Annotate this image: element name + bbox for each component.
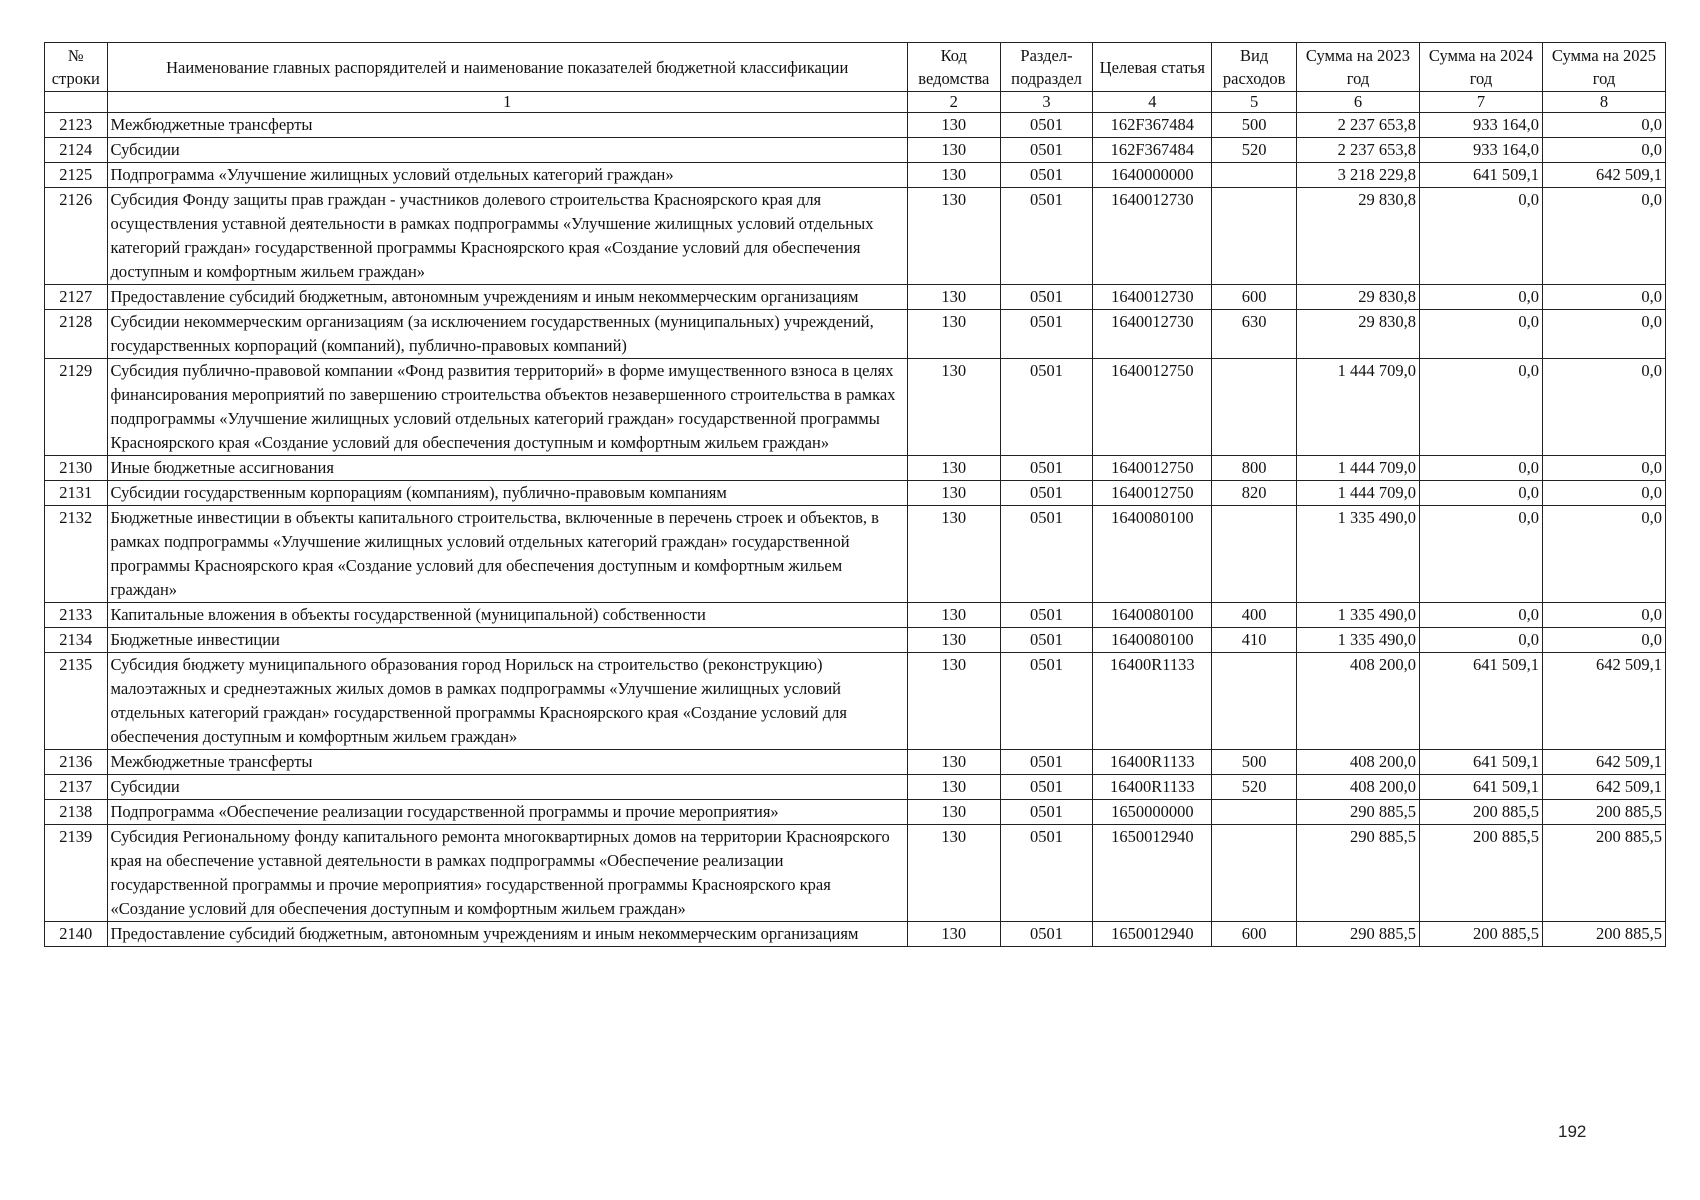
sum-2024: 641 509,1 — [1419, 653, 1542, 750]
expense-kind: 400 — [1212, 603, 1297, 628]
sum-2023: 1 335 490,0 — [1297, 603, 1420, 628]
expense-kind: 800 — [1212, 456, 1297, 481]
column-number: 2 — [907, 92, 1000, 113]
table-row — [45, 456, 1666, 481]
row-name: Межбюджетные трансферты — [107, 750, 907, 775]
target-article: 1640012730 — [1093, 285, 1212, 310]
expense-kind: 600 — [1212, 922, 1297, 947]
table-row — [45, 359, 1666, 456]
budget-table-page — [44, 42, 1666, 947]
section-code: 0501 — [1000, 506, 1093, 603]
section-code: 0501 — [1000, 750, 1093, 775]
section-code: 0501 — [1000, 188, 1093, 285]
sum-2024: 0,0 — [1419, 628, 1542, 653]
table-header — [45, 43, 1666, 113]
row-name: Субсидии некоммерческим организациям (за исключением государственных (муниципальных) учреждений, государственных корпораций (компаний), публично-правовых компаний) — [107, 310, 907, 359]
table-row — [45, 628, 1666, 653]
expense-kind — [1212, 800, 1297, 825]
column-number-row — [45, 92, 1666, 113]
sum-2025: 0,0 — [1542, 188, 1665, 285]
section-code: 0501 — [1000, 800, 1093, 825]
expense-kind — [1212, 163, 1297, 188]
row-number: 2128 — [45, 310, 108, 359]
sum-2025: 642 509,1 — [1542, 750, 1665, 775]
table-row — [45, 163, 1666, 188]
sum-2024: 0,0 — [1419, 603, 1542, 628]
row-number: 2125 — [45, 163, 108, 188]
target-article: 1650000000 — [1093, 800, 1212, 825]
column-number — [45, 92, 108, 113]
table-row — [45, 285, 1666, 310]
row-number: 2123 — [45, 113, 108, 138]
expense-kind — [1212, 825, 1297, 922]
row-number: 2134 — [45, 628, 108, 653]
sum-2024: 200 885,5 — [1419, 800, 1542, 825]
row-name: Субсидии государственным корпорациям (компаниям), публично-правовым компаниям — [107, 481, 907, 506]
target-article: 1640080100 — [1093, 628, 1212, 653]
row-number: 2130 — [45, 456, 108, 481]
sum-2024: 641 509,1 — [1419, 163, 1542, 188]
header-target-article: Целевая статья — [1093, 43, 1212, 92]
row-number: 2126 — [45, 188, 108, 285]
target-article: 1640012730 — [1093, 188, 1212, 285]
row-number: 2139 — [45, 825, 108, 922]
sum-2024: 0,0 — [1419, 456, 1542, 481]
row-name: Подпрограмма «Улучшение жилищных условий отдельных категорий граждан» — [107, 163, 907, 188]
column-number: 6 — [1297, 92, 1420, 113]
department-code: 130 — [907, 113, 1000, 138]
row-name: Субсидии — [107, 775, 907, 800]
table-row — [45, 481, 1666, 506]
sum-2023: 1 444 709,0 — [1297, 359, 1420, 456]
sum-2023: 2 237 653,8 — [1297, 113, 1420, 138]
sum-2023: 29 830,8 — [1297, 188, 1420, 285]
sum-2025: 0,0 — [1542, 456, 1665, 481]
sum-2024: 0,0 — [1419, 310, 1542, 359]
sum-2023: 29 830,8 — [1297, 310, 1420, 359]
target-article: 1640012750 — [1093, 359, 1212, 456]
header-sum-2024: Сумма на 2024 год — [1419, 43, 1542, 92]
sum-2023: 29 830,8 — [1297, 285, 1420, 310]
section-code: 0501 — [1000, 628, 1093, 653]
department-code: 130 — [907, 825, 1000, 922]
row-name: Субсидия бюджету муниципального образования город Норильск на строительство (реконструкцию) малоэтажных и среднеэтажных жилых домов в рамках подпрограммы «Улучшение жилищных условий отдельных категорий граждан» государственной программы Красноярского края «Создание условий для обеспечения доступным и комфортным жильем граждан» — [107, 653, 907, 750]
sum-2023: 3 218 229,8 — [1297, 163, 1420, 188]
row-number: 2135 — [45, 653, 108, 750]
expense-kind — [1212, 653, 1297, 750]
section-code: 0501 — [1000, 922, 1093, 947]
department-code: 130 — [907, 750, 1000, 775]
sum-2024: 0,0 — [1419, 285, 1542, 310]
sum-2025: 0,0 — [1542, 310, 1665, 359]
sum-2023: 408 200,0 — [1297, 775, 1420, 800]
sum-2024: 0,0 — [1419, 359, 1542, 456]
sum-2023: 290 885,5 — [1297, 922, 1420, 947]
table-row — [45, 775, 1666, 800]
row-number: 2136 — [45, 750, 108, 775]
table-row — [45, 113, 1666, 138]
table-row — [45, 800, 1666, 825]
expense-kind: 410 — [1212, 628, 1297, 653]
header-expense-kind: Вид расходов — [1212, 43, 1297, 92]
department-code: 130 — [907, 456, 1000, 481]
table-row — [45, 603, 1666, 628]
row-name: Межбюджетные трансферты — [107, 113, 907, 138]
header-section: Раздел-подраздел — [1000, 43, 1093, 92]
sum-2025: 0,0 — [1542, 506, 1665, 603]
sum-2025: 642 509,1 — [1542, 163, 1665, 188]
section-code: 0501 — [1000, 825, 1093, 922]
table-row — [45, 653, 1666, 750]
row-name: Предоставление субсидий бюджетным, автономным учреждениям и иным некоммерческим организациям — [107, 922, 907, 947]
section-code: 0501 — [1000, 113, 1093, 138]
department-code: 130 — [907, 138, 1000, 163]
sum-2023: 1 444 709,0 — [1297, 456, 1420, 481]
row-name: Бюджетные инвестиции в объекты капитального строительства, включенные в перечень строек и объектов, в рамках подпрограммы «Улучшение жилищных условий отдельных категорий граждан» государственной программы Красноярского края «Создание условий для обеспечения доступным и комфортным жильем граждан» — [107, 506, 907, 603]
sum-2025: 642 509,1 — [1542, 653, 1665, 750]
target-article: 1650012940 — [1093, 825, 1212, 922]
target-article: 1640080100 — [1093, 506, 1212, 603]
row-name: Предоставление субсидий бюджетным, автономным учреждениям и иным некоммерческим организациям — [107, 285, 907, 310]
row-name: Бюджетные инвестиции — [107, 628, 907, 653]
row-number: 2138 — [45, 800, 108, 825]
header-sum-2023: Сумма на 2023 год — [1297, 43, 1420, 92]
header-department-code: Код ведомства — [907, 43, 1000, 92]
sum-2024: 200 885,5 — [1419, 922, 1542, 947]
department-code: 130 — [907, 285, 1000, 310]
sum-2023: 408 200,0 — [1297, 750, 1420, 775]
column-number: 4 — [1093, 92, 1212, 113]
sum-2023: 290 885,5 — [1297, 825, 1420, 922]
page-number: 192 — [1558, 1122, 1587, 1141]
department-code: 130 — [907, 506, 1000, 603]
row-number: 2140 — [45, 922, 108, 947]
target-article: 16400R1133 — [1093, 750, 1212, 775]
sum-2024: 0,0 — [1419, 188, 1542, 285]
department-code: 130 — [907, 800, 1000, 825]
row-number: 2132 — [45, 506, 108, 603]
sum-2024: 200 885,5 — [1419, 825, 1542, 922]
row-number: 2137 — [45, 775, 108, 800]
column-number: 8 — [1542, 92, 1665, 113]
department-code: 130 — [907, 481, 1000, 506]
expense-kind — [1212, 188, 1297, 285]
sum-2024: 0,0 — [1419, 481, 1542, 506]
expense-kind: 500 — [1212, 750, 1297, 775]
sum-2023: 408 200,0 — [1297, 653, 1420, 750]
department-code: 130 — [907, 163, 1000, 188]
section-code: 0501 — [1000, 359, 1093, 456]
row-name: Субсидия Региональному фонду капитального ремонта многоквартирных домов на территории Красноярского края на обеспечение уставной деятельности в рамках подпрограммы «Обеспечение реализации государственной программы и прочие мероприятия» государственной программы Красноярского края «Создание условий для обеспечения доступным и комфортным жильем граждан» — [107, 825, 907, 922]
sum-2024: 0,0 — [1419, 506, 1542, 603]
target-article: 1640012750 — [1093, 456, 1212, 481]
department-code: 130 — [907, 188, 1000, 285]
sum-2025: 0,0 — [1542, 603, 1665, 628]
row-number: 2127 — [45, 285, 108, 310]
department-code: 130 — [907, 628, 1000, 653]
table-row — [45, 750, 1666, 775]
row-name: Субсидия Фонду защиты прав граждан - участников долевого строительства Красноярского края для осуществления уставной деятельности в рамках подпрограммы «Улучшение жилищных условий отдельных категорий граждан» государственной программы Красноярского края «Создание условий для обеспечения доступным и комфортным жильем граждан» — [107, 188, 907, 285]
table-body — [45, 113, 1666, 947]
section-code: 0501 — [1000, 603, 1093, 628]
sum-2025: 0,0 — [1542, 481, 1665, 506]
table-row — [45, 825, 1666, 922]
sum-2025: 200 885,5 — [1542, 825, 1665, 922]
department-code: 130 — [907, 922, 1000, 947]
row-name: Иные бюджетные ассигнования — [107, 456, 907, 481]
sum-2023: 1 335 490,0 — [1297, 506, 1420, 603]
section-code: 0501 — [1000, 775, 1093, 800]
department-code: 130 — [907, 603, 1000, 628]
target-article: 1650012940 — [1093, 922, 1212, 947]
department-code: 130 — [907, 310, 1000, 359]
row-name: Подпрограмма «Обеспечение реализации государственной программы и прочие мероприятия» — [107, 800, 907, 825]
target-article: 1640080100 — [1093, 603, 1212, 628]
target-article: 16400R1133 — [1093, 775, 1212, 800]
header-name: Наименование главных распорядителей и наименование показателей бюджетной классификации — [107, 43, 907, 92]
sum-2024: 641 509,1 — [1419, 750, 1542, 775]
sum-2023: 2 237 653,8 — [1297, 138, 1420, 163]
column-number: 5 — [1212, 92, 1297, 113]
sum-2025: 200 885,5 — [1542, 922, 1665, 947]
expense-kind: 520 — [1212, 775, 1297, 800]
sum-2024: 933 164,0 — [1419, 138, 1542, 163]
target-article: 162F367484 — [1093, 113, 1212, 138]
column-number: 7 — [1419, 92, 1542, 113]
expense-kind: 820 — [1212, 481, 1297, 506]
table-row — [45, 506, 1666, 603]
department-code: 130 — [907, 653, 1000, 750]
sum-2023: 290 885,5 — [1297, 800, 1420, 825]
target-article: 1640000000 — [1093, 163, 1212, 188]
header-sum-2025: Сумма на 2025 год — [1542, 43, 1665, 92]
sum-2025: 0,0 — [1542, 628, 1665, 653]
budget-table — [44, 42, 1666, 947]
header-row-number: № строки — [45, 43, 108, 92]
row-name: Субсидия публично-правовой компании «Фонд развития территорий» в форме имущественного взноса в целях финансирования мероприятий по завершению строительства объектов незавершенного строительства в рамках подпрограммы «Улучшение жилищных условий отдельных категорий граждан» государственной программы Красноярского края «Создание условий для обеспечения доступным и комфортным жильем граждан» — [107, 359, 907, 456]
row-number: 2133 — [45, 603, 108, 628]
expense-kind: 600 — [1212, 285, 1297, 310]
target-article: 1640012750 — [1093, 481, 1212, 506]
expense-kind: 630 — [1212, 310, 1297, 359]
sum-2025: 0,0 — [1542, 359, 1665, 456]
target-article: 162F367484 — [1093, 138, 1212, 163]
section-code: 0501 — [1000, 310, 1093, 359]
sum-2024: 641 509,1 — [1419, 775, 1542, 800]
section-code: 0501 — [1000, 653, 1093, 750]
sum-2025: 200 885,5 — [1542, 800, 1665, 825]
department-code: 130 — [907, 775, 1000, 800]
row-name: Субсидии — [107, 138, 907, 163]
sum-2023: 1 444 709,0 — [1297, 481, 1420, 506]
expense-kind — [1212, 506, 1297, 603]
section-code: 0501 — [1000, 481, 1093, 506]
section-code: 0501 — [1000, 456, 1093, 481]
sum-2023: 1 335 490,0 — [1297, 628, 1420, 653]
section-code: 0501 — [1000, 285, 1093, 310]
row-number: 2124 — [45, 138, 108, 163]
table-row — [45, 188, 1666, 285]
table-row — [45, 922, 1666, 947]
sum-2025: 0,0 — [1542, 285, 1665, 310]
column-number: 3 — [1000, 92, 1093, 113]
sum-2025: 0,0 — [1542, 138, 1665, 163]
expense-kind — [1212, 359, 1297, 456]
row-name: Капитальные вложения в объекты государственной (муниципальной) собственности — [107, 603, 907, 628]
row-number: 2129 — [45, 359, 108, 456]
row-number: 2131 — [45, 481, 108, 506]
target-article: 1640012730 — [1093, 310, 1212, 359]
table-row — [45, 310, 1666, 359]
section-code: 0501 — [1000, 138, 1093, 163]
expense-kind: 520 — [1212, 138, 1297, 163]
table-row — [45, 138, 1666, 163]
department-code: 130 — [907, 359, 1000, 456]
target-article: 16400R1133 — [1093, 653, 1212, 750]
sum-2024: 933 164,0 — [1419, 113, 1542, 138]
sum-2025: 642 509,1 — [1542, 775, 1665, 800]
sum-2025: 0,0 — [1542, 113, 1665, 138]
section-code: 0501 — [1000, 163, 1093, 188]
expense-kind: 500 — [1212, 113, 1297, 138]
column-number: 1 — [107, 92, 907, 113]
